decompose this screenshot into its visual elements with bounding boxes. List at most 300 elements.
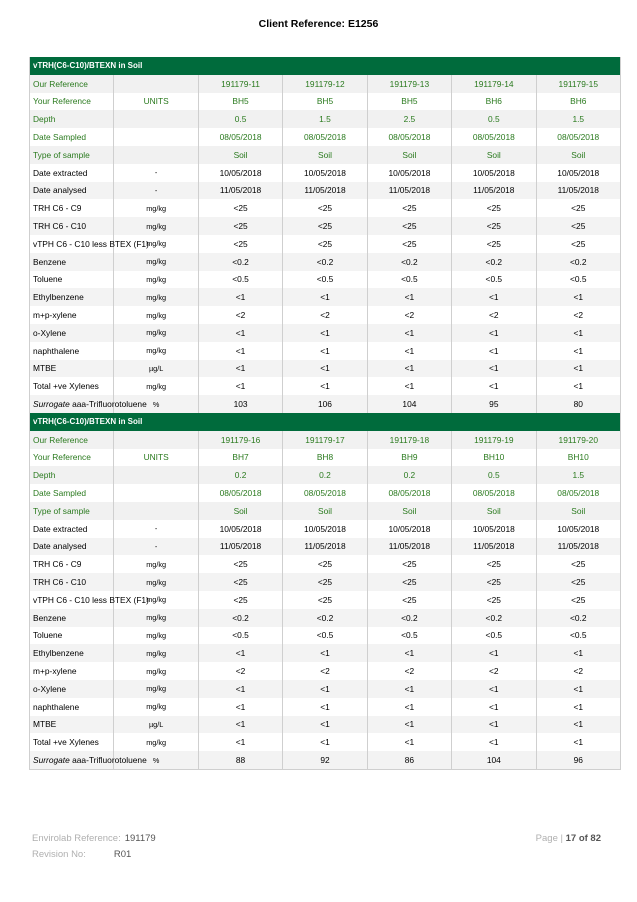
value-cell: <1	[452, 360, 536, 378]
value-cell: <25	[198, 555, 282, 573]
value-cell: 10/05/2018	[367, 164, 451, 182]
units-cell: %	[114, 751, 198, 769]
value-cell: <2	[283, 662, 367, 680]
value-cell: 106	[283, 395, 367, 413]
row-label: TRH C6 - C9	[30, 555, 114, 573]
units-cell: mg/kg	[114, 609, 198, 627]
value-cell: <0.5	[367, 627, 451, 645]
value-cell: <2	[452, 662, 536, 680]
value-cell: <1	[367, 377, 451, 395]
meta-row	[30, 431, 621, 449]
units-cell: mg/kg	[114, 377, 198, 395]
data-row	[30, 644, 621, 662]
data-row	[30, 182, 621, 200]
units-cell	[114, 431, 198, 449]
value-cell: <25	[367, 199, 451, 217]
value-cell: BH5	[198, 93, 282, 111]
value-cell: <25	[367, 591, 451, 609]
value-cell: 11/05/2018	[367, 538, 451, 556]
units-cell: mg/kg	[114, 342, 198, 360]
value-cell: <1	[367, 716, 451, 734]
row-label: vTPH C6 - C10 less BTEX (F1)	[30, 235, 114, 253]
value-cell: 10/05/2018	[536, 520, 620, 538]
value-cell: 11/05/2018	[198, 538, 282, 556]
row-label: Date analysed	[30, 538, 114, 556]
value-cell: <1	[452, 342, 536, 360]
ref-value: 191179	[124, 833, 156, 844]
units-cell: -	[114, 182, 198, 200]
units-cell: %	[114, 395, 198, 413]
value-cell: <0.5	[283, 627, 367, 645]
value-cell: Soil	[283, 146, 367, 164]
value-cell: <1	[283, 342, 367, 360]
value-cell: 191179-18	[367, 431, 451, 449]
value-cell: <25	[283, 573, 367, 591]
value-cell: <1	[536, 342, 620, 360]
data-row	[30, 716, 621, 734]
value-cell: <25	[367, 555, 451, 573]
page-number	[536, 833, 601, 844]
row-label	[30, 395, 147, 413]
value-cell: Soil	[283, 502, 367, 520]
data-row	[30, 680, 621, 698]
data-row	[30, 342, 621, 360]
value-cell: <1	[198, 324, 282, 342]
row-label	[30, 751, 147, 769]
value-cell: <25	[536, 217, 620, 235]
results-table-1	[29, 57, 621, 414]
data-row	[30, 520, 621, 538]
units-cell: mg/kg	[114, 306, 198, 324]
value-cell: 11/05/2018	[452, 182, 536, 200]
value-cell: 1.5	[283, 110, 367, 128]
value-cell: 08/05/2018	[536, 484, 620, 502]
row-label: m+p-xylene	[30, 662, 114, 680]
value-cell: 2.5	[367, 110, 451, 128]
units-cell: -	[114, 538, 198, 556]
value-cell: <1	[198, 360, 282, 378]
value-cell: <25	[536, 573, 620, 591]
value-cell: BH5	[367, 93, 451, 111]
value-cell: 191179-16	[198, 431, 282, 449]
data-row	[30, 555, 621, 573]
rev-label: Revision No:	[32, 849, 86, 860]
value-cell: Soil	[367, 502, 451, 520]
value-cell: BH9	[367, 449, 451, 467]
value-cell: <0.5	[367, 271, 451, 289]
value-cell: <1	[198, 716, 282, 734]
value-cell: <0.5	[283, 271, 367, 289]
value-cell: <1	[198, 644, 282, 662]
value-cell: <2	[452, 306, 536, 324]
section-header-row	[30, 57, 621, 75]
value-cell: <1	[536, 360, 620, 378]
value-cell: BH10	[452, 449, 536, 467]
data-row	[30, 235, 621, 253]
data-row	[30, 662, 621, 680]
row-label-rest: aaa-Trifluorotoluene	[69, 399, 147, 410]
value-cell: 191179-17	[283, 431, 367, 449]
value-cell: 191179-13	[367, 75, 451, 93]
value-cell: <1	[536, 716, 620, 734]
rev-value: R01	[113, 849, 132, 860]
value-cell: <0.2	[367, 609, 451, 627]
value-cell: <1	[452, 680, 536, 698]
units-cell	[114, 128, 198, 146]
value-cell: <25	[367, 235, 451, 253]
value-cell: <0.2	[283, 253, 367, 271]
units-cell	[114, 502, 198, 520]
row-label: Date analysed	[30, 182, 114, 200]
value-cell: <0.5	[198, 271, 282, 289]
data-row	[30, 395, 621, 413]
value-cell: <0.2	[198, 609, 282, 627]
value-cell: 08/05/2018	[452, 484, 536, 502]
value-cell: <2	[198, 306, 282, 324]
value-cell: 10/05/2018	[367, 520, 451, 538]
footer-reference	[32, 831, 156, 863]
row-label: MTBE	[30, 360, 114, 378]
value-cell: <25	[452, 217, 536, 235]
value-cell: <25	[536, 199, 620, 217]
value-cell: <0.2	[452, 609, 536, 627]
value-cell: 08/05/2018	[198, 484, 282, 502]
row-label: TRH C6 - C10	[30, 217, 114, 235]
units-cell: µg/L	[114, 716, 198, 734]
value-cell: <0.5	[536, 271, 620, 289]
meta-row	[30, 484, 621, 502]
value-cell: <25	[536, 555, 620, 573]
value-cell: 08/05/2018	[367, 128, 451, 146]
value-cell: <2	[367, 306, 451, 324]
units-cell: mg/kg	[114, 217, 198, 235]
row-label: Ethylbenzene	[30, 288, 114, 306]
value-cell: <1	[367, 342, 451, 360]
units-cell: mg/kg	[114, 555, 198, 573]
value-cell: 08/05/2018	[452, 128, 536, 146]
value-cell: 08/05/2018	[536, 128, 620, 146]
value-cell: 10/05/2018	[283, 520, 367, 538]
value-cell: 08/05/2018	[367, 484, 451, 502]
value-cell: <0.5	[536, 627, 620, 645]
data-row	[30, 217, 621, 235]
value-cell: 191179-14	[452, 75, 536, 93]
value-cell: Soil	[452, 502, 536, 520]
value-cell: BH10	[536, 449, 620, 467]
value-cell: <0.5	[198, 627, 282, 645]
data-row	[30, 627, 621, 645]
value-cell: 1.5	[536, 466, 620, 484]
units-cell: mg/kg	[114, 627, 198, 645]
value-cell: <25	[367, 217, 451, 235]
value-cell: <1	[283, 698, 367, 716]
row-label: Total +ve Xylenes	[30, 377, 114, 395]
value-cell: 10/05/2018	[452, 164, 536, 182]
value-cell: <1	[283, 733, 367, 751]
meta-row	[30, 449, 621, 467]
row-label: naphthalene	[30, 342, 114, 360]
value-cell: <1	[198, 733, 282, 751]
data-row	[30, 751, 621, 769]
units-cell	[114, 146, 198, 164]
value-cell: Soil	[536, 502, 620, 520]
value-cell: <25	[452, 235, 536, 253]
value-cell: <1	[536, 698, 620, 716]
data-row	[30, 591, 621, 609]
meta-label: Type of sample	[30, 146, 114, 164]
page-label: Page |	[535, 833, 563, 844]
value-cell: <0.2	[367, 253, 451, 271]
value-cell: <1	[367, 288, 451, 306]
value-cell: <25	[452, 199, 536, 217]
meta-label: Depth	[30, 110, 114, 128]
data-row	[30, 733, 621, 751]
row-label: Toluene	[30, 627, 114, 645]
value-cell: 11/05/2018	[452, 538, 536, 556]
value-cell: <25	[452, 591, 536, 609]
value-cell: 11/05/2018	[536, 538, 620, 556]
value-cell: <25	[198, 235, 282, 253]
value-cell: <1	[367, 733, 451, 751]
value-cell: 191179-19	[452, 431, 536, 449]
value-cell: <25	[452, 573, 536, 591]
value-cell: BH5	[283, 93, 367, 111]
value-cell: <2	[283, 306, 367, 324]
value-cell: 0.2	[198, 466, 282, 484]
value-cell: 10/05/2018	[198, 164, 282, 182]
value-cell: <25	[198, 199, 282, 217]
row-label: Benzene	[30, 253, 114, 271]
row-label: m+p-xylene	[30, 306, 114, 324]
section-title: vTRH(C6-C10)/BTEXN in Soil	[30, 57, 621, 75]
value-cell: 10/05/2018	[536, 164, 620, 182]
row-label: o-Xylene	[30, 680, 114, 698]
value-cell: <1	[452, 324, 536, 342]
value-cell: <1	[283, 288, 367, 306]
units-cell: mg/kg	[114, 288, 198, 306]
value-cell: <1	[452, 698, 536, 716]
row-label: Benzene	[30, 609, 114, 627]
value-cell: Soil	[536, 146, 620, 164]
results-table-2	[29, 413, 621, 770]
data-row	[30, 199, 621, 217]
page-title: Client Reference: E1256	[258, 18, 379, 30]
row-label: Ethylbenzene	[30, 644, 114, 662]
value-cell: <1	[198, 377, 282, 395]
value-cell: 08/05/2018	[198, 128, 282, 146]
value-cell: <0.2	[536, 253, 620, 271]
units-cell: mg/kg	[114, 662, 198, 680]
value-cell: 80	[536, 395, 620, 413]
value-cell: <0.5	[452, 271, 536, 289]
data-row	[30, 573, 621, 591]
value-cell: <1	[367, 324, 451, 342]
meta-label: Date Sampled	[30, 128, 114, 146]
row-label: vTPH C6 - C10 less BTEX (F1)	[30, 591, 114, 609]
row-label: naphthalene	[30, 698, 114, 716]
row-label: Total +ve Xylenes	[30, 733, 114, 751]
units-cell	[114, 75, 198, 93]
value-cell: <25	[536, 591, 620, 609]
value-cell: 08/05/2018	[283, 128, 367, 146]
units-cell	[114, 110, 198, 128]
value-cell: 0.5	[198, 110, 282, 128]
value-cell: Soil	[198, 502, 282, 520]
meta-label: Depth	[30, 466, 114, 484]
row-label-italic: Surrogate	[33, 755, 70, 766]
value-cell: <25	[536, 235, 620, 253]
value-cell: <1	[198, 342, 282, 360]
value-cell: 96	[536, 751, 620, 769]
units-cell: -	[114, 520, 198, 538]
meta-row	[30, 466, 621, 484]
value-cell: <1	[198, 680, 282, 698]
data-row	[30, 609, 621, 627]
units-cell: mg/kg	[114, 324, 198, 342]
value-cell: <0.2	[452, 253, 536, 271]
units-cell: UNITS	[114, 449, 198, 467]
value-cell: BH8	[283, 449, 367, 467]
page-value: 17 of 82	[565, 833, 601, 844]
value-cell: <25	[198, 217, 282, 235]
value-cell: <1	[536, 680, 620, 698]
meta-row	[30, 146, 621, 164]
meta-label: Your Reference	[30, 93, 114, 111]
value-cell: <1	[283, 360, 367, 378]
data-row	[30, 288, 621, 306]
row-label-rest: aaa-Trifluorotoluene	[69, 755, 147, 766]
units-cell: mg/kg	[114, 271, 198, 289]
value-cell: <25	[198, 573, 282, 591]
meta-row	[30, 502, 621, 520]
value-cell: <1	[198, 698, 282, 716]
value-cell: <1	[283, 716, 367, 734]
meta-row	[30, 110, 621, 128]
data-row	[30, 253, 621, 271]
value-cell: 191179-20	[536, 431, 620, 449]
value-cell: BH6	[536, 93, 620, 111]
value-cell: Soil	[367, 146, 451, 164]
value-cell: 95	[452, 395, 536, 413]
value-cell: <1	[367, 680, 451, 698]
data-row	[30, 164, 621, 182]
value-cell: 08/05/2018	[283, 484, 367, 502]
data-row	[30, 271, 621, 289]
value-cell: <2	[536, 306, 620, 324]
value-cell: <0.2	[536, 609, 620, 627]
value-cell: <25	[283, 235, 367, 253]
value-cell: <1	[283, 324, 367, 342]
data-row	[30, 538, 621, 556]
units-cell: µg/L	[114, 360, 198, 378]
data-row	[30, 324, 621, 342]
value-cell: Soil	[198, 146, 282, 164]
value-cell: <1	[536, 733, 620, 751]
value-cell: <25	[283, 199, 367, 217]
value-cell: <0.2	[198, 253, 282, 271]
data-row	[30, 306, 621, 324]
value-cell: <25	[198, 591, 282, 609]
value-cell: <1	[283, 644, 367, 662]
ref-label: Envirolab Reference:	[32, 833, 121, 844]
meta-row	[30, 128, 621, 146]
value-cell: 1.5	[536, 110, 620, 128]
units-cell: mg/kg	[114, 573, 198, 591]
value-cell: <2	[367, 662, 451, 680]
value-cell: Soil	[452, 146, 536, 164]
units-cell: mg/kg	[114, 253, 198, 271]
section-header-row	[30, 413, 621, 431]
value-cell: <25	[283, 555, 367, 573]
value-cell: 0.2	[367, 466, 451, 484]
value-cell: 103	[198, 395, 282, 413]
units-cell: mg/kg	[114, 235, 198, 253]
value-cell: <1	[452, 716, 536, 734]
value-cell: 11/05/2018	[283, 182, 367, 200]
meta-label: Date Sampled	[30, 484, 114, 502]
row-label: Date extracted	[30, 520, 114, 538]
meta-row	[30, 75, 621, 93]
value-cell: 10/05/2018	[283, 164, 367, 182]
row-label: TRH C6 - C10	[30, 573, 114, 591]
row-label: TRH C6 - C9	[30, 199, 114, 217]
value-cell: 11/05/2018	[367, 182, 451, 200]
units-cell	[114, 484, 198, 502]
value-cell: 191179-15	[536, 75, 620, 93]
value-cell: 0.2	[283, 466, 367, 484]
value-cell: 92	[283, 751, 367, 769]
row-label: Toluene	[30, 271, 114, 289]
units-cell: UNITS	[114, 93, 198, 111]
value-cell: 88	[198, 751, 282, 769]
value-cell: 11/05/2018	[536, 182, 620, 200]
data-row	[30, 698, 621, 716]
value-cell: <25	[452, 555, 536, 573]
value-cell: 11/05/2018	[283, 538, 367, 556]
value-cell: <1	[536, 644, 620, 662]
value-cell: <2	[536, 662, 620, 680]
units-cell: mg/kg	[114, 591, 198, 609]
value-cell: <1	[367, 644, 451, 662]
value-cell: 0.5	[452, 466, 536, 484]
section-title: vTRH(C6-C10)/BTEXN in Soil	[30, 413, 621, 431]
units-cell: mg/kg	[114, 698, 198, 716]
row-label: Date extracted	[30, 164, 114, 182]
meta-label: Your Reference	[30, 449, 114, 467]
value-cell: 104	[367, 395, 451, 413]
value-cell: <2	[198, 662, 282, 680]
value-cell: <1	[367, 360, 451, 378]
value-cell: <1	[452, 377, 536, 395]
data-row	[30, 360, 621, 378]
units-cell: mg/kg	[114, 199, 198, 217]
row-label-italic: Surrogate	[33, 399, 70, 410]
value-cell: <25	[283, 591, 367, 609]
units-cell: -	[114, 164, 198, 182]
value-cell: BH7	[198, 449, 282, 467]
value-cell: <1	[452, 733, 536, 751]
value-cell: <1	[452, 644, 536, 662]
value-cell: 11/05/2018	[198, 182, 282, 200]
row-label: o-Xylene	[30, 324, 114, 342]
value-cell: 86	[367, 751, 451, 769]
row-label: MTBE	[30, 716, 114, 734]
value-cell: 10/05/2018	[198, 520, 282, 538]
value-cell: <1	[367, 698, 451, 716]
units-cell	[114, 466, 198, 484]
units-cell: mg/kg	[114, 644, 198, 662]
value-cell: <25	[367, 573, 451, 591]
